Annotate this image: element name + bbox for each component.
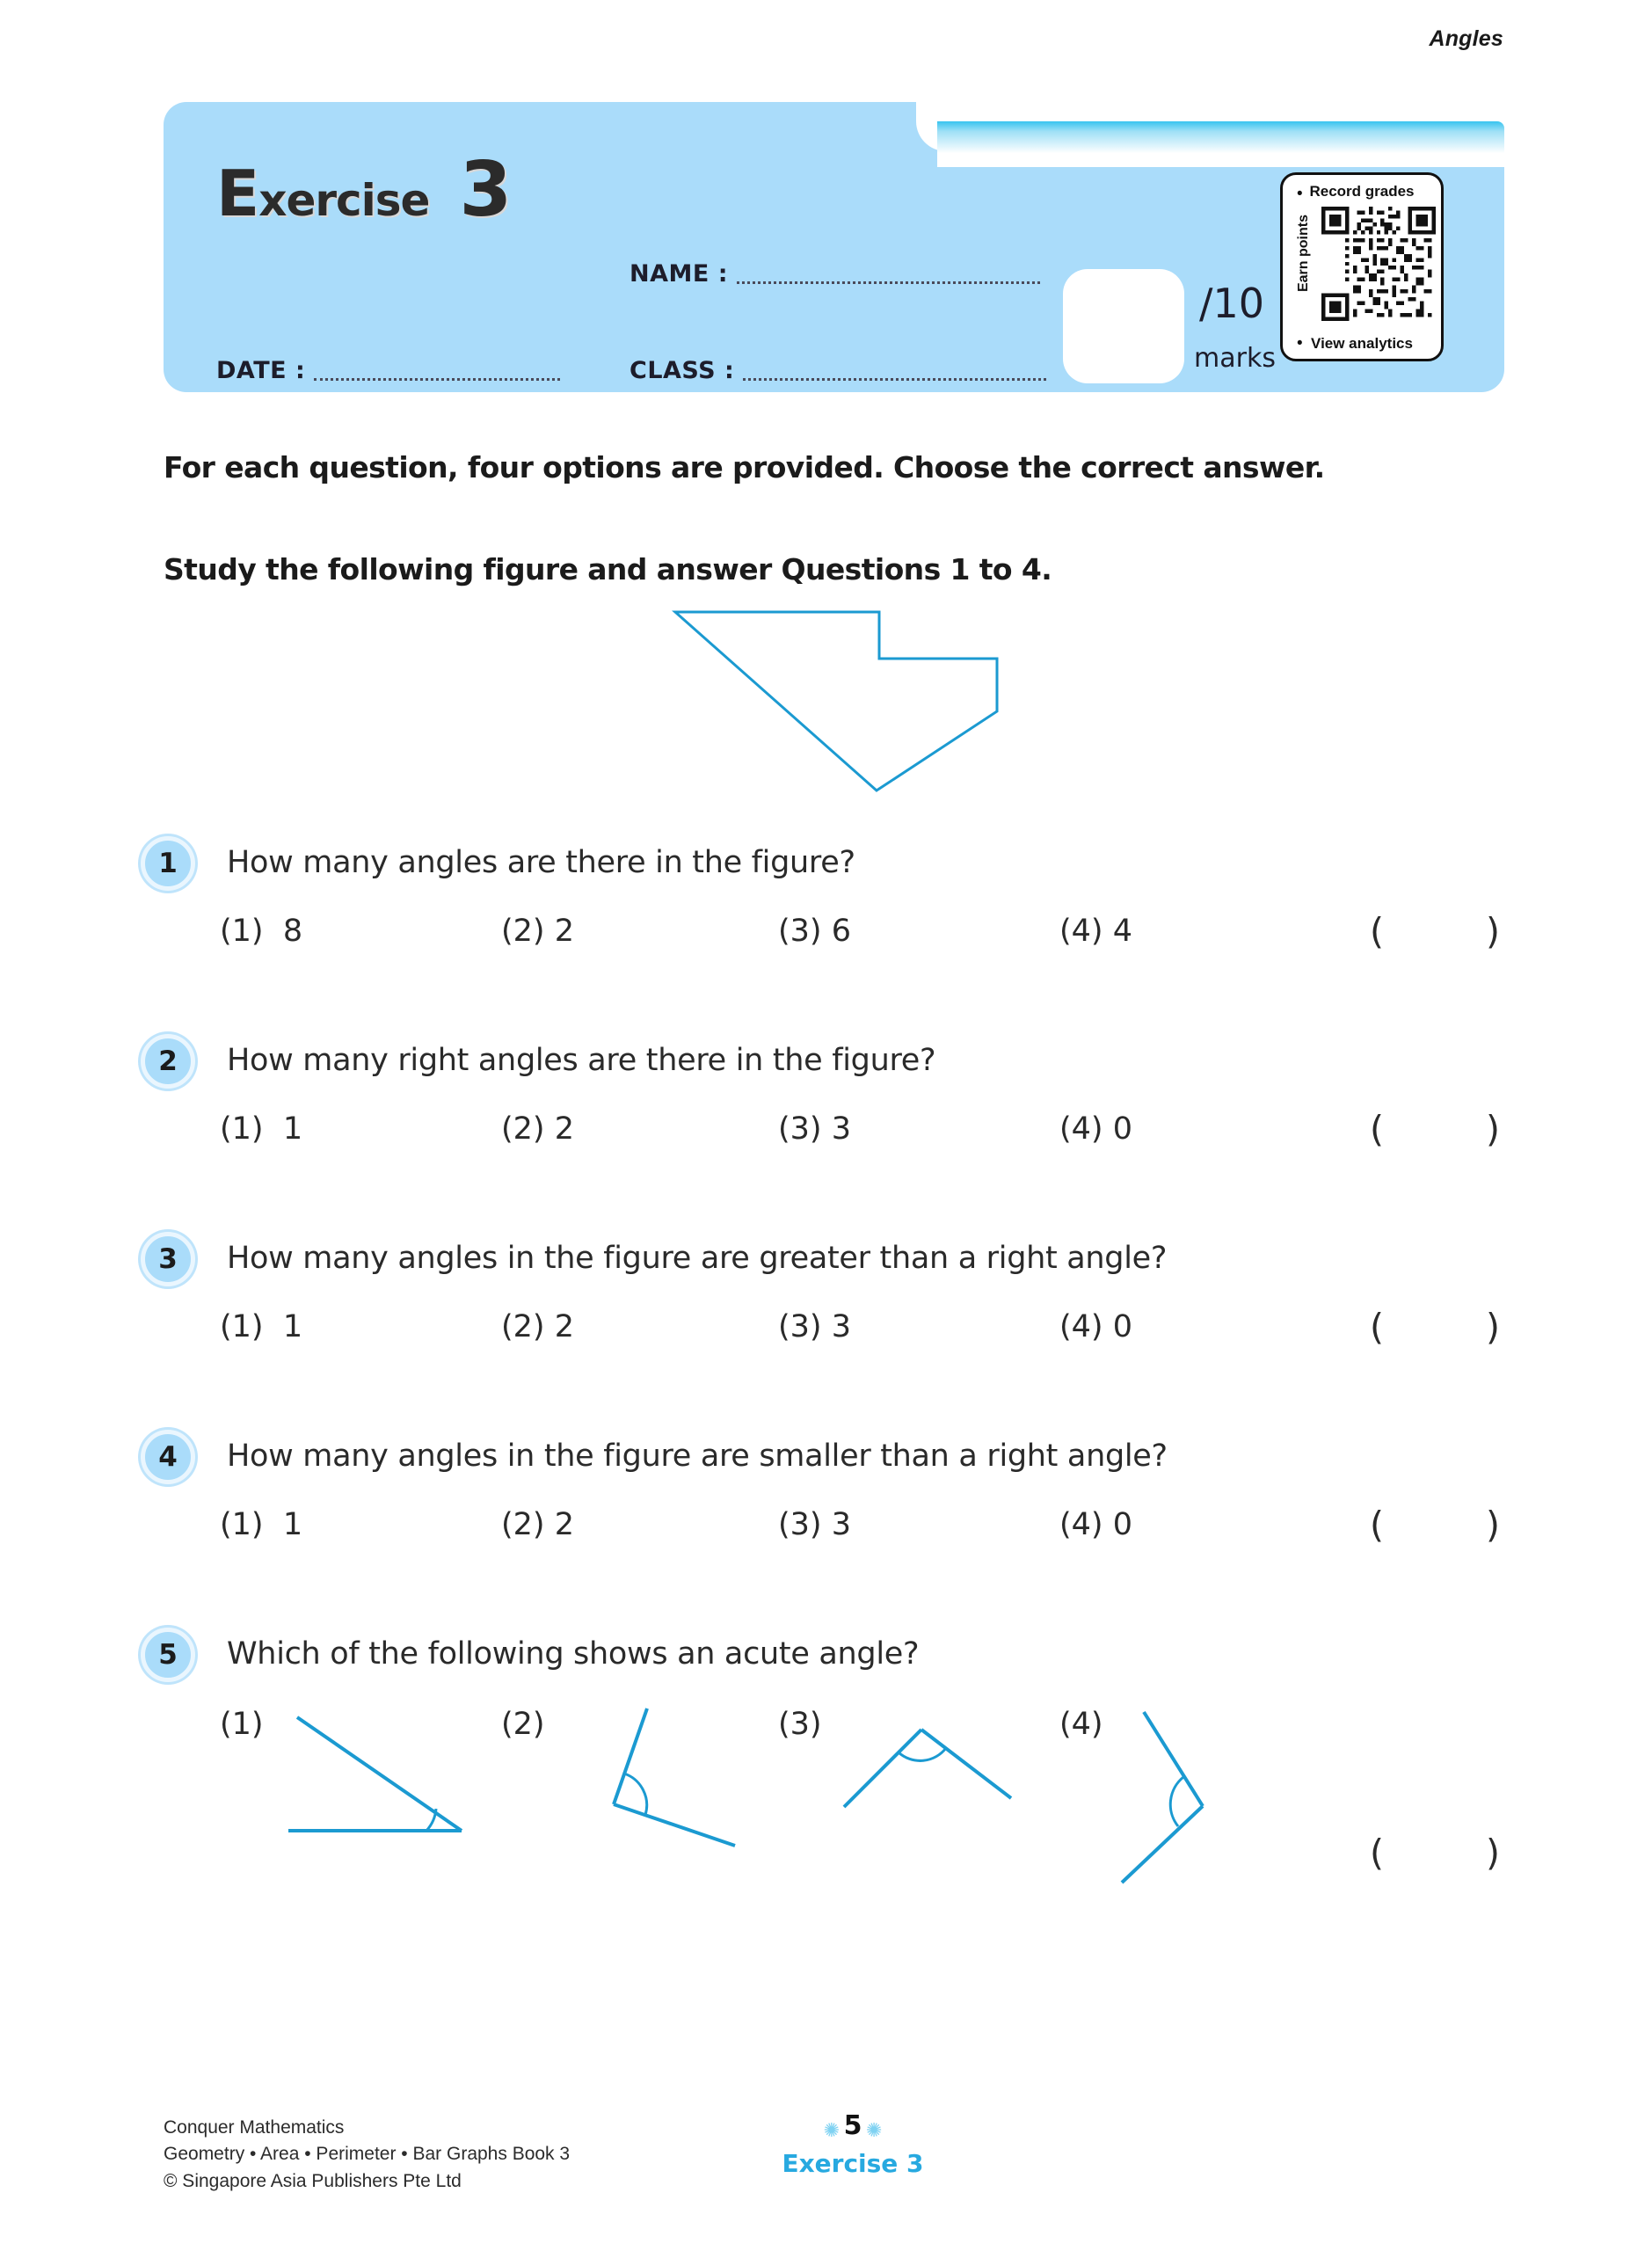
question-5-option-2-label[interactable]: (2) (501, 1707, 545, 1742)
footer-line-2: Geometry • Area • Perimeter • Bar Graphs Book 3 (164, 2144, 571, 2165)
exercise-title (216, 146, 512, 234)
opt-value: 3 (831, 1507, 851, 1542)
question-1-number: 1 (141, 836, 195, 891)
main-figure (615, 589, 1055, 818)
opt-value: 2 (554, 1507, 574, 1542)
opt-value: 8 (282, 914, 303, 949)
opt-value: 1 (282, 1309, 303, 1344)
question-3-option-2[interactable] (501, 1309, 574, 1344)
question-3-option-3[interactable] (778, 1309, 851, 1344)
date-label: DATE : (216, 357, 306, 384)
opt-label: (2) (501, 1111, 545, 1147)
opt-value: 6 (831, 914, 851, 949)
opt-label: (3) (778, 1507, 822, 1542)
question-5-text: Which of the following shows an acute angle? (227, 1636, 920, 1672)
topic-banner (937, 121, 1504, 167)
question-3-text: How many angles in the figure are greater than a right angle? (227, 1241, 1168, 1276)
opt-label: (4) (1059, 1111, 1103, 1147)
question-1-text: How many angles are there in the figure? (227, 845, 855, 880)
qr-top-bullet-icon: • (1297, 185, 1303, 203)
opt-label: (4) (1059, 1507, 1103, 1542)
obtuse-angle-diagram-2-icon[interactable] (1115, 1701, 1291, 1904)
question-5-number: 5 (141, 1628, 195, 1682)
question-4-option-1[interactable] (220, 1507, 302, 1542)
question-5-option-1-label[interactable]: (1) (220, 1707, 264, 1742)
worksheet-header (164, 102, 1504, 392)
question-5-answer-open: ( (1370, 1832, 1384, 1874)
opt-value: 0 (1112, 1309, 1132, 1344)
question-2-option-1[interactable] (220, 1111, 302, 1147)
question-3-option-4[interactable] (1059, 1309, 1132, 1344)
opt-value: 0 (1112, 1111, 1132, 1147)
opt-label: (1) (220, 1309, 264, 1344)
question-2-option-3[interactable] (778, 1111, 851, 1147)
question-1-option-4[interactable] (1059, 914, 1132, 949)
question-1-answer-close: ) (1486, 910, 1500, 952)
qr-code-icon[interactable] (1321, 207, 1436, 321)
opt-label: (3) (778, 1111, 822, 1147)
marks-input-box[interactable] (1063, 269, 1184, 383)
class-input-line[interactable] (743, 363, 1046, 381)
opt-value: 3 (831, 1111, 851, 1147)
question-4-option-2[interactable] (501, 1507, 574, 1542)
question-5-option-4-label[interactable]: (4) (1059, 1707, 1103, 1742)
question-5-diagrams (0, 1701, 1652, 1904)
footer-exercise-label: Exercise 3 (782, 2148, 924, 2178)
date-input-line[interactable] (314, 363, 560, 381)
question-4-number: 4 (141, 1430, 195, 1484)
opt-label: (1) (220, 1507, 264, 1542)
question-5-answer-close: ) (1486, 1832, 1500, 1874)
opt-value: 3 (831, 1309, 851, 1344)
opt-label: (2) (501, 1507, 545, 1542)
marks-total: /10 (1199, 280, 1265, 327)
page-number: 5 (843, 2110, 862, 2141)
opt-label: (1) (220, 1111, 264, 1147)
qr-bottom-label: View analytics (1311, 335, 1413, 352)
question-4-answer-close: ) (1486, 1504, 1500, 1546)
question-1-option-3[interactable] (778, 914, 851, 949)
qr-top-label: Record grades (1309, 183, 1415, 200)
question-4-option-3[interactable] (778, 1507, 851, 1542)
footer-line-1: Conquer Mathematics (164, 2117, 345, 2138)
opt-label: (3) (778, 1309, 822, 1344)
question-1-option-1[interactable] (220, 914, 302, 949)
arrow-polygon-icon (615, 589, 1055, 818)
right-angle-diagram-icon[interactable] (563, 1701, 739, 1895)
opt-label: (3) (778, 914, 822, 949)
instruction-line-2: Study the following figure and answer Questions 1 to 4. (164, 552, 1052, 586)
question-2-option-2[interactable] (501, 1111, 574, 1147)
question-2-number: 2 (141, 1034, 195, 1089)
topic-tab-label: Angles (1429, 26, 1503, 51)
question-2-answer-close: ) (1486, 1108, 1500, 1150)
footer-credits (164, 2115, 570, 2195)
obtuse-angle-diagram-icon[interactable] (835, 1701, 1029, 1877)
opt-label: (1) (220, 914, 264, 949)
opt-value: 2 (554, 1111, 574, 1147)
opt-value: 2 (554, 1309, 574, 1344)
question-5-option-3-label[interactable]: (3) (778, 1707, 822, 1742)
opt-value: 1 (282, 1507, 303, 1542)
question-3-answer-close: ) (1486, 1306, 1500, 1348)
page-ornament-left-icon: ✺ (823, 2118, 841, 2141)
exercise-number: 3 (459, 146, 513, 234)
question-2-option-4[interactable] (1059, 1111, 1132, 1147)
question-1-option-2[interactable] (501, 914, 574, 949)
opt-value: 0 (1112, 1507, 1132, 1542)
opt-label: (4) (1059, 914, 1103, 949)
question-3-number: 3 (141, 1232, 195, 1286)
opt-label: (2) (501, 914, 545, 949)
question-4-text: How many angles in the figure are smaller than a right angle? (227, 1439, 1168, 1474)
name-field[interactable] (630, 260, 1040, 288)
qr-bottom-bullet-icon: • (1297, 334, 1303, 353)
exercise-title-cap: E (216, 157, 259, 230)
opt-value: 2 (554, 914, 574, 949)
opt-label: (4) (1059, 1309, 1103, 1344)
opt-value: 1 (282, 1111, 303, 1147)
class-label: CLASS : (630, 357, 735, 384)
footer-page-block (739, 2110, 967, 2178)
instruction-line-1: For each question, four options are provided. Choose the correct answer. (164, 450, 1325, 484)
exercise-title-rest: xercise (258, 175, 430, 226)
marks-label: marks (1194, 343, 1276, 374)
page-number-row (739, 2110, 967, 2142)
qr-panel[interactable] (1280, 172, 1444, 361)
date-field[interactable] (216, 357, 560, 384)
acute-angle-diagram-icon[interactable] (273, 1701, 501, 1877)
opt-label: (2) (501, 1309, 545, 1344)
question-1-answer-open: ( (1370, 910, 1384, 952)
question-2-text: How many right angles are there in the figure? (227, 1043, 936, 1078)
opt-value: 4 (1112, 914, 1132, 949)
page-ornament-right-icon: ✺ (865, 2118, 883, 2141)
class-field[interactable] (630, 357, 1046, 384)
question-3-answer-open: ( (1370, 1306, 1384, 1348)
question-4-option-4[interactable] (1059, 1507, 1132, 1542)
question-2-answer-open: ( (1370, 1108, 1384, 1150)
qr-left-label: Earn points (1296, 215, 1311, 293)
name-label: NAME : (630, 260, 729, 288)
question-4-answer-open: ( (1370, 1504, 1384, 1546)
question-3-option-1[interactable] (220, 1309, 302, 1344)
footer-line-3: © Singapore Asia Publishers Pte Ltd (164, 2170, 462, 2191)
name-input-line[interactable] (737, 266, 1040, 284)
